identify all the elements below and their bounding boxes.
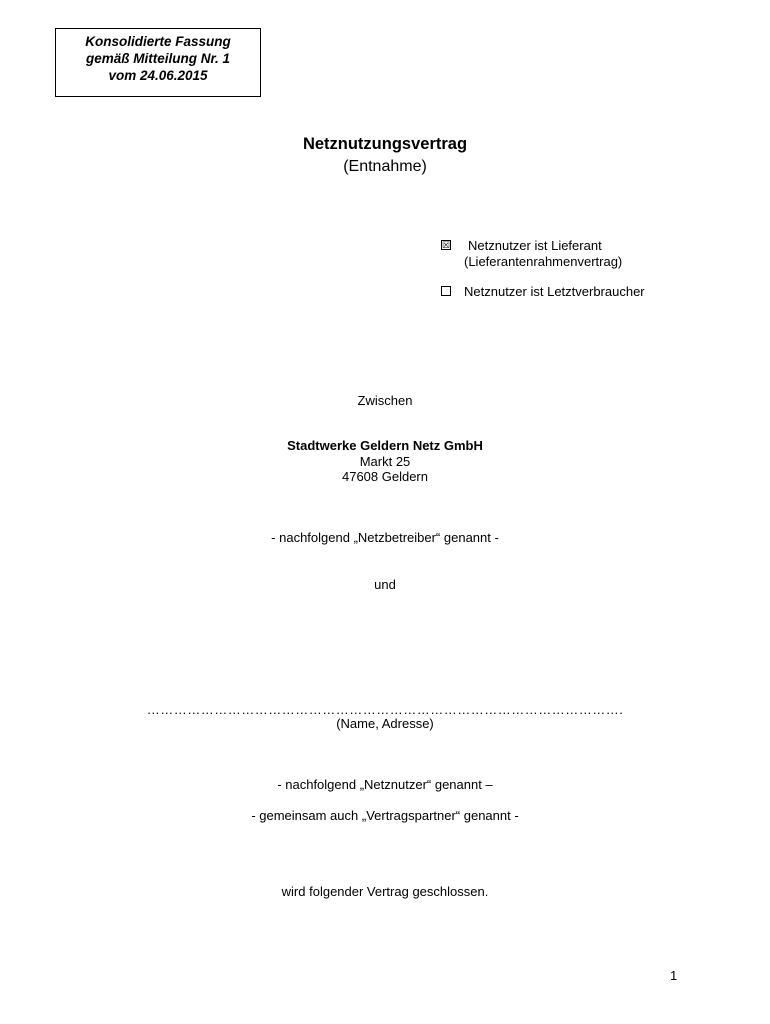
option-consumer-label: Netznutzer ist Letztverbraucher [464,284,645,299]
option-supplier-label: Netznutzer ist Lieferant [468,238,602,253]
consolidated-version-stamp [55,28,261,97]
closing-statement: wird folgender Vertrag geschlossen. [281,884,489,899]
checked-box-icon[interactable]: ☒ [442,240,451,250]
between-label: Zwischen [357,393,413,408]
unchecked-box-icon[interactable] [441,286,451,296]
page-number: 1 [670,968,678,983]
operator-street: Markt 25 [359,454,411,469]
document-subtitle: (Entnahme) [343,158,427,175]
operator-city: 47608 Geldern [341,469,428,484]
option-supplier-sublabel: (Lieferantenrahmenvertrag) [464,254,623,269]
parties-together: - gemeinsam auch „Vertragspartner“ genannt - [251,808,519,823]
name-address-caption: (Name, Adresse) [336,716,434,731]
stamp-line-3: vom 24.06.2015 [108,68,208,83]
and-label: und [374,577,396,592]
user-role: - nachfolgend „Netznutzer“ genannt – [277,777,493,792]
operator-role: - nachfolgend „Netzbetreiber“ genannt - [271,530,499,545]
name-address-blank-line: ……………………………………………………………………………………………. [146,702,624,717]
operator-name: Stadtwerke Geldern Netz GmbH [287,438,483,453]
document-title: Netznutzungsvertrag [302,135,468,153]
stamp-line-1: Konsolidierte Fassung [85,34,231,49]
stamp-line-2: gemäß Mitteilung Nr. 1 [85,51,231,66]
